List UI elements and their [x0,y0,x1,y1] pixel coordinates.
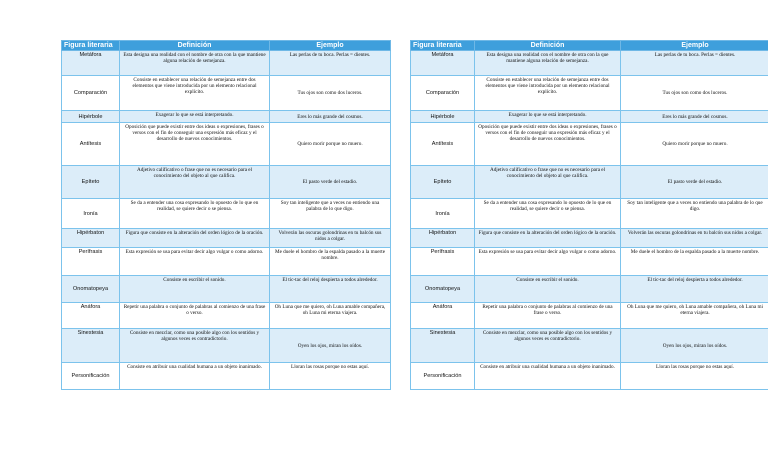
table-row [62,363,391,390]
term-cell: Metáfora [411,51,475,76]
header-example: Ejemplo [621,41,768,51]
definition-cell: Esta designa una realidad con el nombre de otra con la que mantiene alguna relación de semejanza. [475,51,621,76]
example-cell: El tic-tac del reloj despierta a todos alrededor. [270,276,391,303]
term-cell: Comparación [62,76,120,111]
example-cell: Tus ojos son como dos luceros. [621,76,768,111]
definition-cell: Adjetivo calificativo o frase que no es necesario para el conocimiento del objeto al que califica. [120,166,270,199]
term-cell: Comparación [411,76,475,111]
example-cell: Lloran las rosas porque no estas aquí. [621,363,768,390]
example-cell: Las perlas de tu boca. Perlas = dientes. [621,51,768,76]
table-row [411,166,768,199]
definition-cell: Esta expresión se usa para evitar decir algo vulgar o como adorno. [120,248,270,276]
definition-cell: Oposición que puede existir entre dos ideas o expresiones, frases o versos con el fin de conseguir una expresión más eficaz y el desarrollo de nuevos conocimientos. [475,123,621,166]
definition-cell: Exagerar lo que se está interpretando. [120,111,270,123]
definition-cell: Consiste en atribuir una cualidad humana a un objeto inanimado. [120,363,270,390]
example-cell: Volverán las oscuras golondrinas en tu balcón sus nidos a colgar. [621,229,768,248]
term-cell: Antítesis [62,123,120,166]
table-row [62,276,391,303]
literary-figures-table-right [410,40,768,390]
table-body [411,51,768,390]
term-cell: Metáfora [62,51,120,76]
definition-cell: Adjetivo calificativo o frase que no es necesario para el conocimiento del objeto al que califica. [475,166,621,199]
table-row [411,76,768,111]
term-cell: Ironía [62,199,120,229]
table-row [411,276,768,303]
header-term: Figura literaria [411,41,475,51]
example-cell: Oh Luna que me quiero, oh Luna amable compañera, oh Luna mi eterna viajera. [270,303,391,329]
table-row [411,229,768,248]
example-cell: Las perlas de tu boca. Perlas = dientes. [270,51,391,76]
term-cell: Onomatopeya [411,276,475,303]
table-row [62,76,391,111]
header-definition: Definición [120,41,270,51]
definition-cell: Consiste en escribir el sonido. [475,276,621,303]
definition-cell: Figura que consiste en la alteración del orden lógico de la oración. [475,229,621,248]
example-cell: El tic-tac del reloj despierta a todos alrededor. [621,276,768,303]
term-cell: Antítesis [411,123,475,166]
term-cell: Epíteto [62,166,120,199]
term-cell: Onomatopeya [62,276,120,303]
header-definition: Definición [475,41,621,51]
example-cell: Oyen los ojos, miran los oídos. [270,329,391,363]
table-row [411,51,768,76]
term-cell: Personificación [411,363,475,390]
term-cell: Hipérbole [62,111,120,123]
term-cell: Perífrasis [62,248,120,276]
definition-cell: Consiste en mezclar, como una posible algo con los sentidos y algunos veces es contradictorio. [475,329,621,363]
term-cell: Hipérbaton [62,229,120,248]
term-cell: Sinestesia [62,329,120,363]
literary-figures-table-left [61,40,391,390]
term-cell: Epíteto [411,166,475,199]
term-cell: Hipérbaton [411,229,475,248]
example-cell: Quiero morir porque no muero. [621,123,768,166]
definition-cell: Esta designa una realidad con el nombre de otra con la que mantiene alguna relación de semejanza. [120,51,270,76]
example-cell: Soy tan inteligente que a veces no entiendo una palabra de lo que digo. [270,199,391,229]
example-cell: El pasto verde del estadio. [270,166,391,199]
term-cell: Anáfora [62,303,120,329]
table-row [62,248,391,276]
table-row [62,303,391,329]
header-example: Ejemplo [270,41,391,51]
table-row [62,199,391,229]
example-cell: Eres lo más grande del cosmos. [270,111,391,123]
term-cell: Personificación [62,363,120,390]
definition-cell: Consiste en atribuir una cualidad humana a un objeto inanimado. [475,363,621,390]
definition-cell: Esta expresión se usa para evitar decir algo vulgar o como adorno. [475,248,621,276]
example-cell: Volverán las oscuras golondrinas en tu balcón sus nidos a colgar. [270,229,391,248]
table-row [62,329,391,363]
example-cell: Oyen los ojos, miran los oídos. [621,329,768,363]
table-row [62,166,391,199]
table-row [411,248,768,276]
table-body [62,51,391,390]
term-cell: Anáfora [411,303,475,329]
table-row [411,363,768,390]
example-cell: Quiero morir porque no muero. [270,123,391,166]
definition-cell: Consiste en escribir el sonido. [120,276,270,303]
table-row [62,229,391,248]
table-row [62,111,391,123]
example-cell: Eres lo más grande del cosmos. [621,111,768,123]
definition-cell: Repetir una palabra o conjunto de palabras al comienzo de una frase o verso. [475,303,621,329]
table-row [411,111,768,123]
term-cell: Hipérbole [411,111,475,123]
definition-cell: Figura que consiste en la alteración del orden lógico de la oración. [120,229,270,248]
definition-cell: Exagerar lo que se está interpretando. [475,111,621,123]
header-row [62,41,391,51]
example-cell: Soy tan inteligente que a veces no entiendo una palabra de lo que digo. [621,199,768,229]
table-row [411,303,768,329]
header-term: Figura literaria [62,41,120,51]
table-row [62,123,391,166]
definition-cell: Se da a entender una cosa expresando lo opuesto de lo que en realidad, se quiere decir o se piensa. [120,199,270,229]
table-row [411,199,768,229]
example-cell: Me duele el hombro de la espalda pasado a la muerte nombre. [270,248,391,276]
term-cell: Ironía [411,199,475,229]
example-cell: El pasto verde del estadio. [621,166,768,199]
table-row [62,51,391,76]
example-cell: Tus ojos son como dos luceros. [270,76,391,111]
example-cell: Lloran las rosas porque no estas aquí. [270,363,391,390]
definition-cell: Consiste en establecer una relación de semejanza entre dos elementos que viene introducida por un elemento relacional explícito. [120,76,270,111]
definition-cell: Consiste en establecer una relación de semejanza entre dos elementos que viene introducida por un elemento relacional explícito. [475,76,621,111]
table-row [411,329,768,363]
term-cell: Perífrasis [411,248,475,276]
definition-cell: Oposición que puede existir entre dos ideas o expresiones, frases o versos con el fin de conseguir una expresión más eficaz y el desarrollo de nuevos conocimientos. [120,123,270,166]
header-row [411,41,768,51]
term-cell: Sinestesia [411,329,475,363]
definition-cell: Repetir una palabra o conjunto de palabras al comienzo de una frase o verso. [120,303,270,329]
definition-cell: Se da a entender una cosa expresando lo opuesto de lo que en realidad, se quiere decir o se piensa. [475,199,621,229]
table-row [411,123,768,166]
example-cell: Oh Luna que me quiero, oh Luna amable compañera, oh Luna mi eterna viajera. [621,303,768,329]
example-cell: Me duele el hombro de la espalda pasado a la muerte nombre. [621,248,768,276]
definition-cell: Consiste en mezclar, como una posible algo con los sentidos y algunos veces es contradictorio. [120,329,270,363]
